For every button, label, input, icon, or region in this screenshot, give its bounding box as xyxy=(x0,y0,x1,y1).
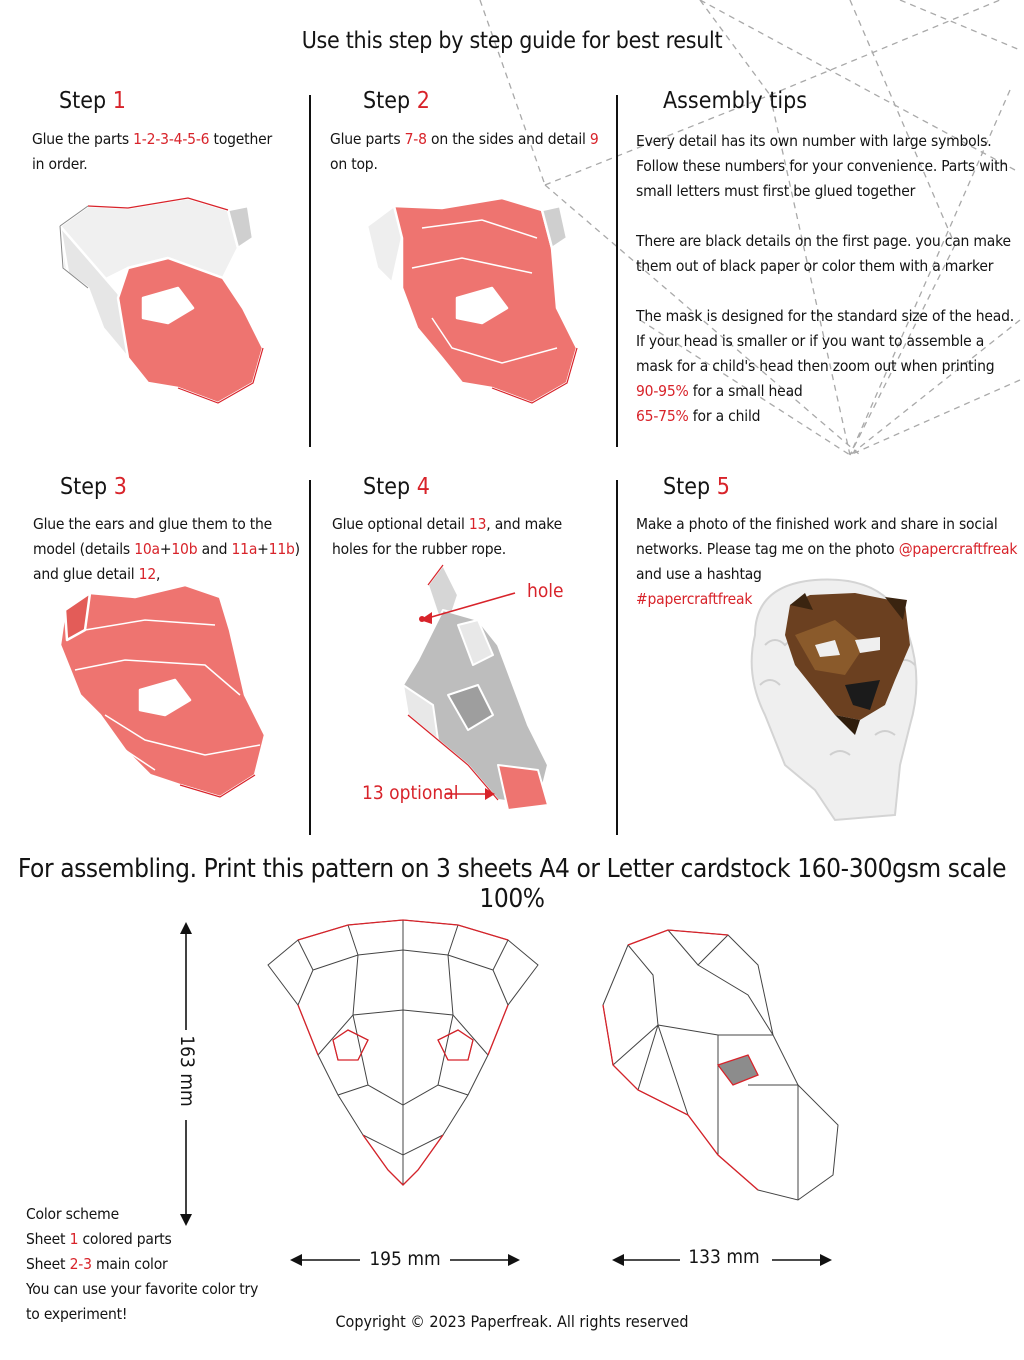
highlight-text: 11b xyxy=(268,540,295,558)
text-line xyxy=(26,1227,286,1252)
optional-arrow xyxy=(443,784,503,804)
text-segment: on the sides and detail xyxy=(426,130,590,148)
text-line xyxy=(330,152,610,177)
text-line xyxy=(636,154,1021,179)
highlight-text: 11a xyxy=(231,540,258,558)
text-segment: + xyxy=(257,540,269,558)
text-segment: mask for a child's head then zoom out when printing xyxy=(636,357,995,375)
text-segment: and use a hashtag xyxy=(636,565,762,583)
text-segment: holes for the rubber rope. xyxy=(332,540,507,558)
text-line xyxy=(636,304,1021,329)
text-line xyxy=(26,1277,286,1302)
divider-bottom-left xyxy=(309,480,311,835)
step-2-mask-illustration xyxy=(362,198,592,418)
text-line xyxy=(32,152,302,177)
text-line xyxy=(332,537,612,562)
copyright-footer: Copyright © 2023 Paperfreak. All rights reserved xyxy=(335,1312,689,1331)
front-pattern-wireframe xyxy=(258,915,548,1205)
text-segment: , and make xyxy=(486,515,563,533)
height-dimension-label: 163 mm xyxy=(176,1035,198,1107)
text-segment: Color scheme xyxy=(26,1205,119,1223)
highlight-text: #papercraftfreak xyxy=(636,590,753,608)
highlight-text: 12 xyxy=(138,565,157,583)
text-segment: You can use your favorite color try xyxy=(26,1280,259,1298)
step-2-text xyxy=(330,127,610,177)
bust-photo xyxy=(735,575,925,825)
text-line xyxy=(636,179,1021,204)
text-line xyxy=(636,354,1021,379)
text-segment: for a child xyxy=(688,407,761,425)
text-line xyxy=(32,127,302,152)
text-segment: There are black details on the first page. you can make xyxy=(636,232,1011,250)
step-1-title: Step 1 xyxy=(59,88,126,114)
text-line xyxy=(33,537,303,562)
tips-text xyxy=(636,129,1021,429)
divider-top-left xyxy=(309,95,311,447)
step-3-text xyxy=(33,512,303,587)
page-title: Use this step by step guide for best result xyxy=(301,28,723,54)
step-1-text xyxy=(32,127,302,177)
highlight-text: @papercraftfreak xyxy=(898,540,1018,558)
text-line xyxy=(636,329,1021,354)
text-segment: + xyxy=(159,540,172,558)
text-segment: Follow these numbers for your convenience. Parts with xyxy=(636,157,1009,175)
divider-bottom-right xyxy=(616,480,618,835)
text-segment: model (details xyxy=(33,540,135,558)
step-5-title: Step 5 xyxy=(663,474,730,500)
text-line xyxy=(330,127,610,152)
text-line xyxy=(636,254,1021,279)
text-line xyxy=(33,562,303,587)
highlight-text: 1-2-3-4-5-6 xyxy=(133,130,210,148)
text-segment: colored parts xyxy=(78,1230,172,1248)
text-line xyxy=(26,1202,286,1227)
step-2-title: Step 2 xyxy=(363,88,430,114)
side-width-label: 133 mm xyxy=(688,1246,760,1268)
text-segment: If your head is smaller or if you want to assemble a xyxy=(636,332,985,350)
text-segment: Sheet xyxy=(26,1255,70,1273)
text-segment: on top. xyxy=(330,155,378,173)
text-segment: together xyxy=(209,130,273,148)
text-segment: networks. Please tag me on the photo xyxy=(636,540,899,558)
text-segment: and xyxy=(197,540,232,558)
hole-arrow xyxy=(410,588,520,628)
step-4-text xyxy=(332,512,612,562)
text-segment: for a small head xyxy=(688,382,803,400)
highlight-text: 90-95% xyxy=(636,382,689,400)
step-3-mask-illustration xyxy=(45,585,275,815)
text-segment: The mask is designed for the standard size of the head. xyxy=(636,307,1015,325)
hole-label: hole xyxy=(527,580,564,602)
front-width-label: 195 mm xyxy=(369,1248,441,1270)
text-segment: and glue detail xyxy=(33,565,139,583)
text-segment: Make a photo of the finished work and share in social xyxy=(636,515,998,533)
highlight-text: 7-8 xyxy=(404,130,427,148)
optional-label: 13 optional xyxy=(362,782,459,804)
text-line xyxy=(636,404,1021,429)
text-line xyxy=(636,279,1021,304)
text-line xyxy=(33,512,303,537)
highlight-text: 13 xyxy=(468,515,487,533)
text-segment: Glue optional detail xyxy=(332,515,469,533)
text-line xyxy=(26,1252,286,1277)
text-segment: Sheet xyxy=(26,1230,70,1248)
text-segment: Glue the ears and glue them to the xyxy=(33,515,273,533)
highlight-text: 65-75% xyxy=(636,407,689,425)
side-pattern-wireframe xyxy=(598,925,848,1205)
assembly-title: For assembling. Print this pattern on 3 sheets A4 or Letter cardstock 160-300gsm scale 100% xyxy=(17,854,1007,914)
text-segment: Glue parts xyxy=(330,130,405,148)
highlight-text: 10a xyxy=(134,540,160,558)
step-4-title: Step 4 xyxy=(363,474,430,500)
text-line xyxy=(636,379,1021,404)
text-segment: Glue the parts xyxy=(32,130,134,148)
highlight-text: 2-3 xyxy=(69,1255,92,1273)
text-line xyxy=(636,229,1021,254)
divider-top-right xyxy=(616,95,618,447)
text-segment: ) xyxy=(294,540,300,558)
text-segment: Every detail has its own number with large symbols. xyxy=(636,132,992,150)
text-segment: to experiment! xyxy=(26,1305,128,1323)
text-line xyxy=(636,129,1021,154)
highlight-text: 1 xyxy=(69,1230,79,1248)
color-scheme-note xyxy=(26,1202,286,1327)
text-line xyxy=(636,204,1021,229)
highlight-text: 9 xyxy=(589,130,599,148)
text-segment: them out of black paper or color them with a marker xyxy=(636,257,994,275)
text-line xyxy=(636,512,1021,537)
text-segment: in order. xyxy=(32,155,88,173)
text-segment: small letters must first be glued together xyxy=(636,182,916,200)
step-1-mask-illustration xyxy=(48,198,278,418)
tips-title: Assembly tips xyxy=(663,88,808,114)
text-segment: main color xyxy=(91,1255,168,1273)
text-line xyxy=(332,512,612,537)
text-line xyxy=(636,537,1021,562)
highlight-text: 10b xyxy=(171,540,198,558)
step-3-title: Step 3 xyxy=(60,474,127,500)
text-segment: , xyxy=(156,565,161,583)
